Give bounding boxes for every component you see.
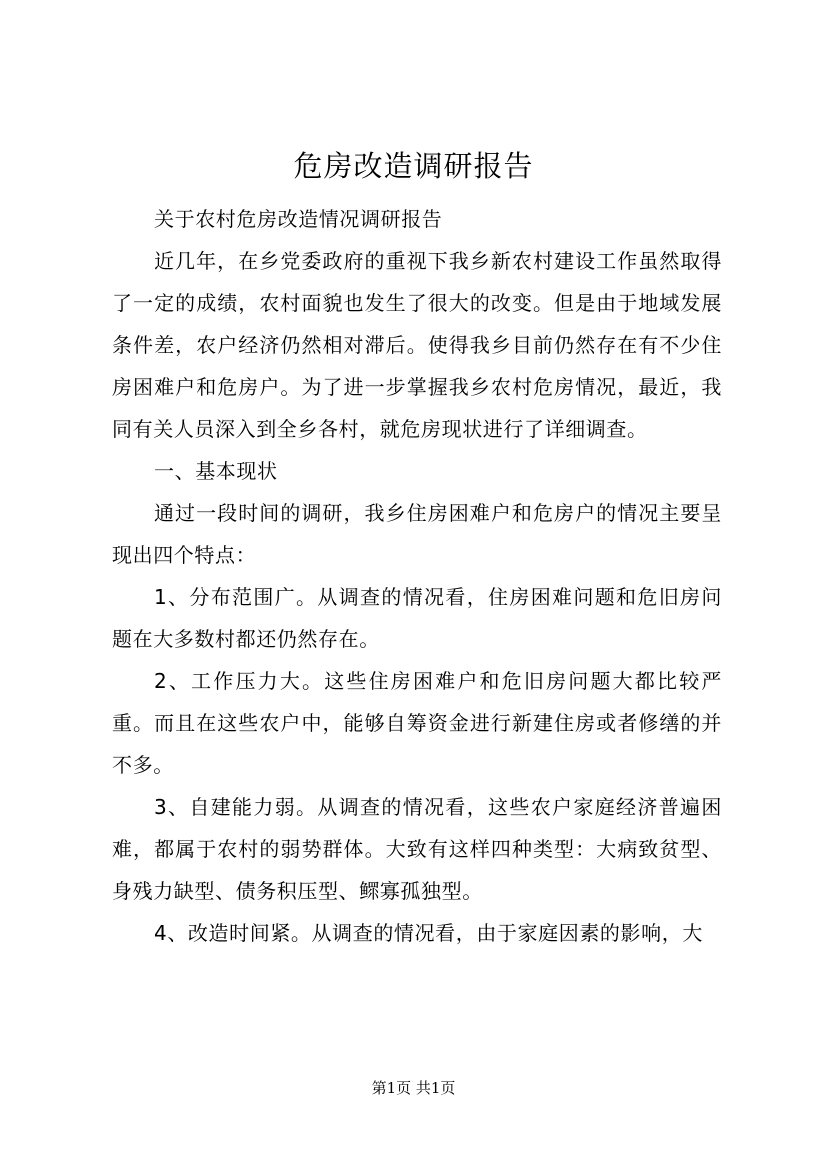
page-footer: 第1页 共1页: [371, 1079, 456, 1097]
paragraph-point-1: 1、分布范围广。从调查的情况看，住房困难问题和危旧房问题在大多数村都还仍然存在。: [112, 585, 722, 651]
paragraph-point-3: 3、自建能力弱。从调查的情况看，这些农户家庭经济普遍困难，都属于农村的弱势群体。大致有这样四种类型：大病致贫型、身残力缺型、债务积压型、鳏寡孤独型。: [112, 795, 722, 903]
document-title: 危房改造调研报告: [293, 149, 534, 183]
section-heading: 一、基本现状: [154, 459, 278, 483]
paragraph-overview: 通过一段时间的调研，我乡住房困难户和危房户的情况主要呈现出四个特点：: [112, 501, 722, 567]
paragraph-point-2: 2、工作压力大。这些住房困难户和危旧房问题大都比较严重。而且在这些农户中，能够自筹资金进行新建住房或者修缮的并不多。: [112, 669, 722, 777]
paragraph-subtitle: 关于农村危房改造情况调研报告: [154, 207, 443, 231]
paragraph-point-4: 4、改造时间紧。从调查的情况看，由于家庭因素的影响，大: [154, 921, 703, 945]
paragraph-intro: 近几年，在乡党委政府的重视下我乡新农村建设工作虽然取得了一定的成绩，农村面貌也发生了很大的改变。但是由于地域发展条件差，农户经济仍然相对滞后。使得我乡目前仍然存在有不少住房困难户和危房户。为了进一步掌握我乡农村危房情况，最近，我同有关人员深入到全乡各村，就危房现状进行了详细调查。: [112, 249, 722, 441]
document-body: [112, 198, 722, 954]
